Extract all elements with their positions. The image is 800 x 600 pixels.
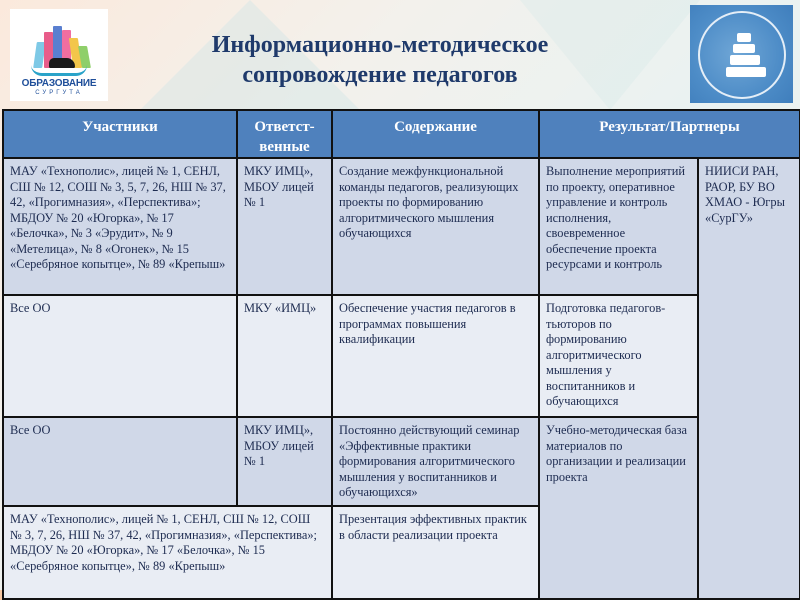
cell-result: Выполнение мероприятий по проекту, оперативное управление и контроль исполнения, своевременное обеспечение проекта ресурсами и контроль bbox=[539, 158, 698, 295]
cell-content: Постоянно действующий семинар «Эффективные практики формирования алгоритмического мышления у воспитанников и обучающихся» bbox=[332, 417, 539, 506]
cell-result: Учебно-методическая база материалов по организации и реализации проекта bbox=[539, 417, 698, 599]
book-stack-icon bbox=[726, 67, 766, 77]
book-stack-icon bbox=[733, 44, 755, 53]
imc-logo bbox=[690, 5, 793, 103]
cell-participants: МАУ «Технополис», лицей № 1, СЕНЛ, СШ № 12, СОШ № 3, 5, 7, 26, НШ № 37, 42, «Прогимназия», «Перспектива»; МБДОУ № 20 «Югорка», № 17 «Белочка», № 3 «Эрудит», № 9 «Метелица», № 8 «Огонек», № 15 «Серебряное копытце», № 89 «Крепыш» bbox=[3, 158, 237, 295]
logo-text-main: ОБРАЗОВАНИЕ bbox=[21, 78, 97, 89]
cell-content: Презентация эффективных практик в области реализации проекта bbox=[332, 506, 539, 599]
header-row bbox=[3, 110, 800, 158]
cell-content: Обеспечение участия педагогов в программах повышения квалификации bbox=[332, 295, 539, 417]
header-content: Содержание bbox=[332, 110, 539, 158]
header-responsible: Ответст-венные bbox=[237, 110, 332, 158]
cell-result: Подготовка педагогов-тьюторов по формированию алгоритмического мышления у воспитанников и обучающихся bbox=[539, 295, 698, 417]
cell-responsible: МКУ ИМЦ», МБОУ лицей № 1 bbox=[237, 158, 332, 295]
book-stack-icon bbox=[737, 33, 751, 42]
cell-participants: МАУ «Технополис», лицей № 1, СЕНЛ, СШ № 12, СОШ № 3, 7, 26, НШ № 37, 42, «Прогимназия», «Перспектива»; МБДОУ № 20 «Югорка», № 17 «Белочка», № 15 «Серебряное копытце», № 89 «Крепыш» bbox=[3, 506, 332, 599]
cell-content: Создание межфункциональной команды педагогов, реализующих проекты по формированию алгоритмического мышления обучающихся bbox=[332, 158, 539, 295]
cell-participants: Все ОО bbox=[3, 295, 237, 417]
table-row bbox=[3, 295, 800, 417]
header-participants: Участники bbox=[3, 110, 237, 158]
title-line-2: сопровождение педагогов bbox=[242, 62, 518, 88]
title-line-1: Информационно-методическое bbox=[211, 32, 549, 58]
table-row bbox=[3, 417, 800, 506]
open-book-icon bbox=[31, 65, 87, 76]
header-result-partners: Результат/Партнеры bbox=[539, 110, 800, 158]
cell-responsible: МКУ ИМЦ», МБОУ лицей № 1 bbox=[237, 417, 332, 506]
cell-partners: НИИСИ РАН, РАОР, БУ ВО ХМАО - Югры «СурГУ» bbox=[698, 158, 800, 599]
cell-participants: Все ОО bbox=[3, 417, 237, 506]
support-table bbox=[2, 109, 800, 600]
logo-text-sub: СУРГУТА bbox=[35, 90, 83, 96]
book-stack-icon bbox=[730, 55, 760, 65]
slide-title bbox=[160, 30, 600, 90]
table-row bbox=[3, 158, 800, 295]
obrazovanie-surguta-logo bbox=[10, 9, 108, 101]
cell-responsible: МКУ «ИМЦ» bbox=[237, 295, 332, 417]
books-icon bbox=[29, 26, 89, 76]
